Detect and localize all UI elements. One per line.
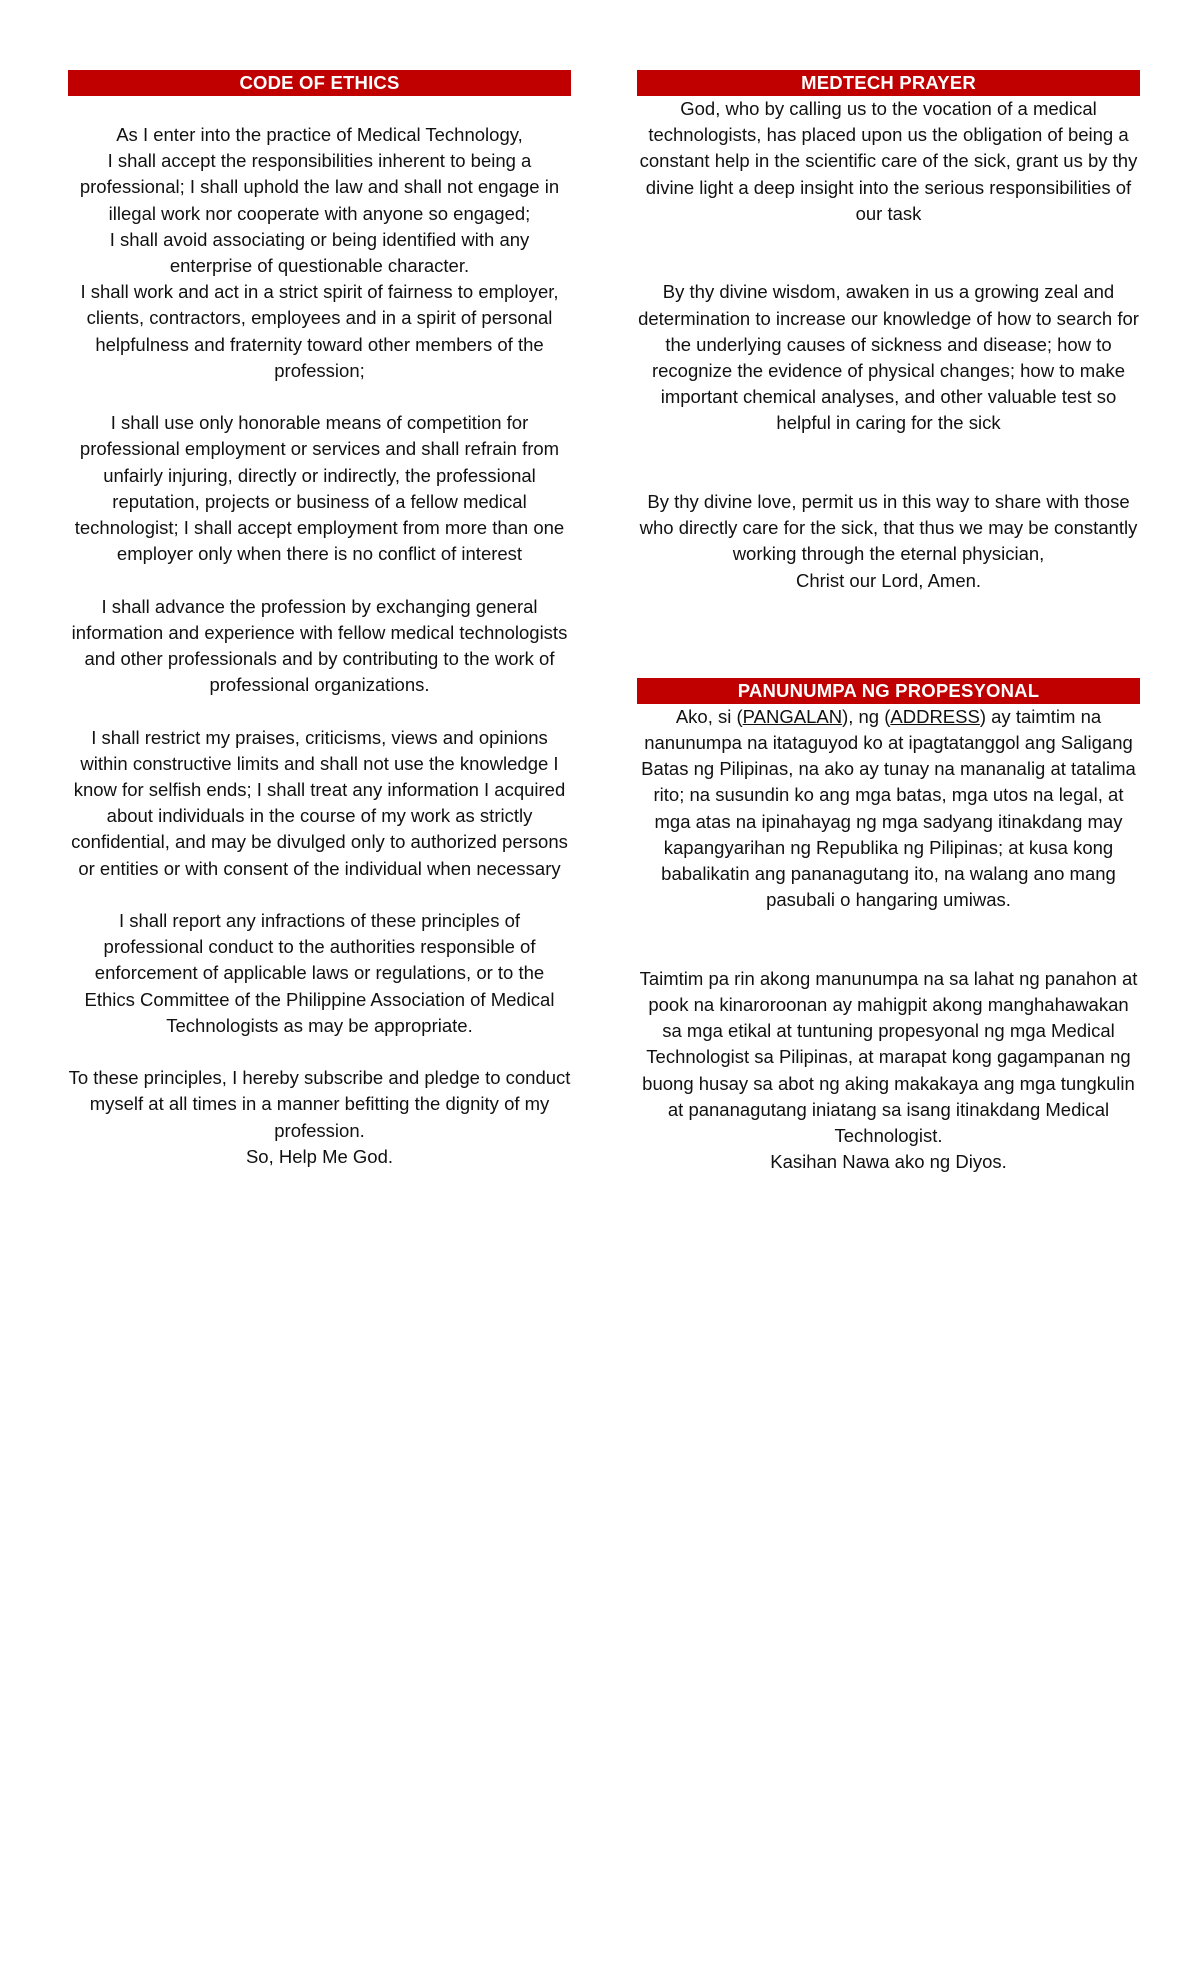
address-placeholder: ADDRESS (890, 705, 980, 727)
oath-p1-start: Ako, si ( (675, 705, 743, 727)
panunumpa-section (637, 678, 1140, 1176)
code-of-ethics-title: CODE OF ETHICS (68, 70, 571, 96)
panunumpa-title: PANUNUMPA NG PROPESYONAL (637, 678, 1140, 704)
oath-paragraph-2: Taimtim pa rin akong manunumpa na sa lahat ng panahon at pook na kinaroroonan ay mahigpit akong manghahawakan sa mga etikal at tuntuning propesyonal ng mga Medical Technologist sa Pilipinas, at marapat kong gagampanan ng buong husay sa abot ng aking makakaya ang mga tungkulin at pananagutang iniatang sa isang itinakdang Medical Technologist. Kasihan Nawa ako ng Diyos. (639, 967, 1138, 1173)
prayer-paragraph-2: By thy divine wisdom, awaken in us a growing zeal and determination to increase our knowledge of how to search for the underlying causes of sickness and disease; how to recognize the evidence of physical changes; how to make important chemical analyses, and other valuable test so helpful in caring for the sick (638, 281, 1139, 434)
medtech-prayer-title: MEDTECH PRAYER (637, 70, 1140, 96)
ethics-paragraph-6: To these principles, I hereby subscribe and pledge to conduct myself at all times in a manner befitting the dignity of my profession. So, Help Me God. (68, 1067, 571, 1167)
prayer-paragraph-1: God, who by calling us to the vocation of a medical technologists, has placed upon us the obligation of being a constant help in the scientific care of the sick, grant us by thy divine light a deep insight into the serious responsibilities of our task (639, 98, 1138, 224)
ethics-paragraph-2: I shall use only honorable means of competition for professional employment or services and shall refrain from unfairly injuring, directly or indirectly, the professional reputation, projects or business of a fellow medical technologist; I shall accept employment from more than one employer only when there is no conflict of interest (74, 412, 565, 565)
ethics-paragraph-1: As I enter into the practice of Medical Technology, I shall accept the responsibilities inherent to being a professional; I shall uphold the law and shall not engage in illegal work nor cooperate with anyone so engaged; I shall avoid associating or being identified with any enterprise of questionable character. I shall work and act in a strict spirit of fairness to employer, clients, contractors, employees and in a spirit of personal helpfulness and fraternity toward other members of the profession; (79, 124, 560, 381)
oath-p1-rest: ) ay taimtim na nanunumpa na itataguyod ko at ipagtatanggol ang Saligang Batas ng Pilipinas, na ako ay tunay na mananalig at tatalima rito; na susundin ko ang mga batas, mga utos na legal, at mga atas na ipinahayag ng mga sadyang itinakdang may kapangyarihan ng Republika ng Pilipinas; at kusa kong babalikatin ang pananagutang ito, na walang ano mang pasubali o hangaring umiwas. (641, 705, 1136, 911)
prayer-paragraph-3: By thy divine love, permit us in this way to share with those who directly care for the sick, that thus we may be constantly working through the eternal physician, Christ our Lord, Amen. (639, 491, 1138, 591)
name-placeholder: PANGALAN (742, 705, 843, 727)
oath-p1-mid: ), ng ( (842, 705, 891, 727)
code-of-ethics-section (68, 70, 571, 1170)
ethics-paragraph-3: I shall advance the profession by exchanging general information and experience with fellow medical technologists and other professionals and by contributing to the work of professional organizations. (71, 595, 568, 696)
ethics-paragraph-5: I shall report any infractions of these principles of professional conduct to the authorities responsible of enforcement of applicable laws or regulations, or to the Ethics Committee of the Philippine Association of Medical Technologists as may be appropriate. (84, 910, 555, 1036)
medtech-prayer-section (637, 70, 1140, 594)
code-of-ethics-body (68, 122, 571, 1170)
oath-paragraph-1 (637, 704, 1140, 914)
ethics-paragraph-4: I shall restrict my praises, criticisms, views and opinions within constructive limits and shall not use the knowledge I know for selfish ends; I shall treat any information I acquired about individuals in the course of my work as strictly confidential, and may be divulged only to authorized persons or entities or with consent of the individual when necessary (71, 726, 568, 879)
right-column (637, 70, 1140, 1175)
panunumpa-body (637, 704, 1140, 1176)
medtech-prayer-body (637, 96, 1140, 594)
